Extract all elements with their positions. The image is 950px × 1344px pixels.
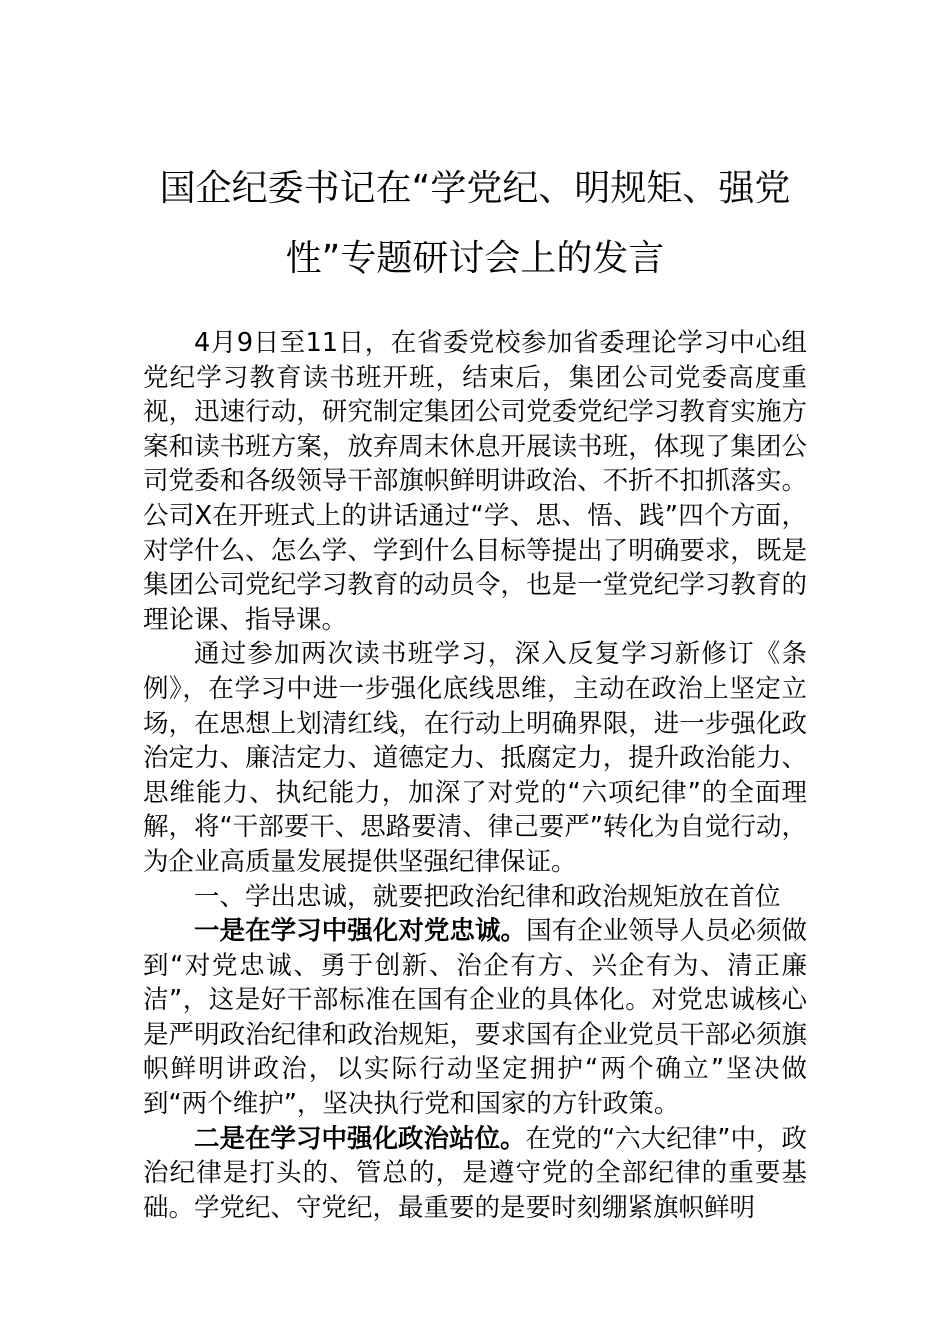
paragraph-study: [143, 637, 807, 879]
title-line-2: 性”专题研讨会上的发言: [285, 238, 665, 279]
point-text: 国有企业领导人员必须做到“对党忠诚、勇于创新、治企有方、兴企有为、清正廉洁”，这是好干部标准在国有企业的具体化。对党忠诚核心是严明政治纪律和政治规矩，要求国有企业党员干部必须旗帜鲜明讲政治，以实际行动坚定拥护“两个确立”坚决做到“两个维护”，坚决执行党和国家的方针政策。: [143, 916, 807, 1120]
paragraph-text: 通过参加两次读书班学习，深入反复学习新修订《条例》，在学习中进一步强化底线思维，主动在政治上坚定立场，在思想上划清红线，在行动上明确界限，进一步强化政治定力、廉洁定力、道德定力、抵腐定力，提升政治能力、思维能力、执纪能力，加深了对党的“六项纪律”的全面理解，将“干部要干、思路要清、律己要严”转化为自觉行动，为企业高质量发展提供坚强纪律保证。: [143, 639, 807, 877]
point-lead: 二是在学习中强化政治站位。: [194, 1123, 526, 1154]
section-heading: 一、学出忠诚，就要把政治纪律和政治规矩放在首位: [194, 881, 781, 912]
title-line-1: 国企纪委书记在“学党纪、明规矩、强党: [159, 168, 791, 209]
paragraph-intro: [143, 326, 807, 637]
document-body: [143, 326, 807, 1225]
paragraph-text: 4月9日至11日，在省委党校参加省委理论学习中心组党纪学习教育读书班开班，结束后，集团公司党委高度重视，迅速行动，研究制定集团公司党委党纪学习教育实施方案和读书班方案，放弃周末休息开展读书班，体现了集团公司党委和各级领导干部旗帜鲜明讲政治、不折不扣抓落实。公司X在开班式上的讲话通过“学、思、悟、践”四个方面，对学什么、怎么学、学到什么目标等提出了明确要求，既是集团公司党纪学习教育的动员令，也是一堂党纪学习教育的理论课、指导课。: [143, 328, 807, 635]
point-loyalty: [143, 914, 807, 1122]
point-lead: 一是在学习中强化对党忠诚。: [194, 916, 527, 947]
point-political-stance: [143, 1122, 807, 1226]
document-title: [130, 154, 820, 294]
point-text: 在党的“六大纪律”中，政治纪律是打头的、管总的，是遵守党的全部纪律的重要基础。学党纪、守党纪，最重要的是要时刻绷紧旗帜鲜明: [143, 1123, 807, 1223]
